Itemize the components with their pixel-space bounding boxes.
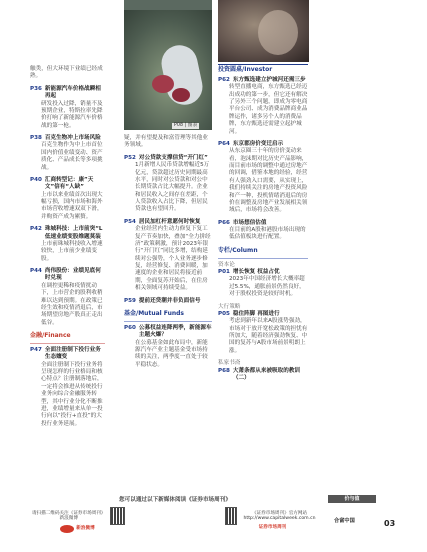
- entry-desc: 2023年中国经济增长大概率超过5.5%，通胀前景仍然良好，对于股权投资是较好时机。: [229, 276, 305, 298]
- section-divider: [124, 321, 212, 322]
- toc-entry[interactable]: [30, 135, 105, 172]
- entry-title: 珠城科技：上市前突“L低速业绩变股维题莫装: [44, 226, 103, 240]
- qr-label: 请扫描二维码关注《证券市场周刊》新浪微博: [31, 510, 106, 522]
- page-number: P05: [218, 310, 230, 317]
- page-number: P64: [218, 140, 230, 147]
- entry-desc: 在目前的A股和港股市场出现的低估值板块进行配置。: [229, 227, 306, 241]
- page-number: P47: [30, 346, 42, 353]
- entry-title: 尚伟股份：业绩见底何时兑现: [44, 268, 101, 282]
- page-number: P40: [30, 176, 42, 183]
- section-tab: 价与值: [328, 495, 376, 503]
- column-author: 私家书斋: [218, 360, 241, 367]
- brand-logo: 证券市场周刊: [258, 525, 287, 531]
- section-heading-finance: 金融/Finance: [30, 332, 71, 339]
- entry-title: 稳住阵脚 再图进行: [232, 310, 280, 317]
- page-number: P44: [30, 268, 42, 274]
- entry-desc: 从东京圈三十年的房价变动来看，泡沫期对比历史产品影响，而目前市场的调整中通过房地产的回调，借鉴本地的经验，经营有人强劲入口需要，从实现上，我们持续关注的房地产投资风险和产一种，投机情绪消退后的房价在调整及房地产业发展相关领域后，市场将会改善。: [229, 148, 308, 214]
- toc-entry[interactable]: [218, 304, 308, 356]
- toc-entry[interactable]: [30, 268, 105, 327]
- page-number: P62: [218, 76, 230, 83]
- entry-title: 百克生物冲上市场风险: [44, 135, 101, 141]
- entry-desc: 百克生物作为中上市首位国内价值业绩变动、资产质化、产品成长等多项挑战。: [41, 142, 103, 171]
- entry-desc: 研发投入过降，销量不及预期企业，特斯拉率先降价打响了新能源汽车价格战的第一枪。: [41, 100, 103, 129]
- page-number: P59: [124, 297, 136, 304]
- entry-desc: 上市以来业绩首次出现大幅亏损，国内市场和海外市场营收增速双双下滑，并购资产成为累赘。: [41, 191, 103, 220]
- toc-column-1: [30, 66, 105, 433]
- weibo-qr-code-icon[interactable]: [110, 507, 126, 525]
- toc-entry[interactable]: [124, 298, 212, 305]
- entry-title: 公募权益连降两季，新能源车主题火爆？: [138, 324, 212, 339]
- entry-title: 市场想信估值: [232, 219, 267, 226]
- toc-entry[interactable]: [30, 347, 105, 428]
- entry-desc: 在公募基金如此布局中，新能源汽车产业主题基金受市场持续的关注，两季度一直处于较平稳状态。: [135, 339, 208, 368]
- section-top-rule: [218, 64, 308, 65]
- footer-caption: 您可以通过以下新媒体阅读《证券市场周刊》: [119, 497, 231, 503]
- entry-title: 对公贷款支撑信贷“开门红”: [138, 154, 208, 161]
- entry-title: 新能源汽车价格战瞬相再起: [44, 85, 101, 100]
- entry-title: 大萧条都从来被吸取的教训（二）: [232, 367, 301, 381]
- toc-entry[interactable]: [124, 155, 212, 214]
- cover-photo-investor: [218, 0, 309, 62]
- weibo-logo-icon: [60, 525, 74, 533]
- toc-entry[interactable]: [218, 360, 308, 382]
- toc-entry[interactable]: [218, 262, 308, 299]
- toc-entry[interactable]: [218, 77, 308, 136]
- page-number: P38: [30, 135, 42, 141]
- section-divider: [30, 343, 105, 344]
- toc-column-3: [218, 66, 308, 387]
- page-number: P42: [30, 226, 42, 233]
- entry-desc: 1月新增人民币贷款增幅近5万亿元，贷款超过历史同期最高水平，同时对公贷款和对公中长期贷款占比大幅提升。企业和居民收入之间存在差距，个人贷款收入占比下降，但居民贷款也有望回升。: [135, 162, 210, 213]
- toc-entry[interactable]: [124, 325, 212, 369]
- page-number: P36: [30, 85, 42, 92]
- entry-title: 全面注册制下投行业务生态嬗变: [44, 346, 101, 361]
- page-number: P68: [218, 367, 230, 374]
- entry-desc: 上市前珠城科技收入增速较快，上市前少业绩变股。: [41, 240, 103, 262]
- cover-photo-fruit: [124, 0, 212, 130]
- lead-paragraph: 疑，并有望提及和富管理等其他业务领域。: [124, 135, 208, 149]
- website-qr-code-icon[interactable]: [225, 507, 237, 525]
- entry-title: 增长恢复 权益占优: [232, 269, 280, 276]
- entry-title: 汇商转型记：康”天文”信有“人缺”: [44, 176, 94, 191]
- toc-entry[interactable]: [30, 226, 105, 263]
- side-brand: 合富中国: [334, 518, 355, 524]
- toc-entry[interactable]: [30, 177, 105, 221]
- page-number: P60: [124, 324, 136, 331]
- toc-entry[interactable]: [218, 220, 308, 242]
- page-number: P01: [218, 269, 230, 276]
- page-number: P66: [218, 219, 230, 226]
- entry-desc: 在调控更稀和疫情扰动下，上市营企的股利收稍难以达到预期。在政策已经生效和疫情消退后，市场期望房地产股真正走出低谷。: [41, 282, 103, 326]
- page-number: P52: [124, 154, 136, 161]
- entry-title: 居民加杠杆意愿何时恢复: [138, 218, 201, 225]
- toc-entry[interactable]: [124, 219, 212, 293]
- photo-fruit: [152, 75, 174, 93]
- new-media-footer: [30, 497, 320, 533]
- photo-figure: [258, 10, 298, 55]
- entry-desc: 全面注册制下投行业务将呈现怎样的行业格局和核心特点？注册制落地后，一定将会推进从传统投行业务向综合金融服务转型，其中行业分化不断推进，业绩增量来从单一投行向以“投行+直投”的大投行业务延展。: [41, 361, 103, 427]
- section-heading-investor: 投资圆桌/Investor: [218, 66, 273, 73]
- page-number-footer: 03: [384, 519, 396, 528]
- weibo-text: 新浪微博: [76, 526, 95, 532]
- section-divider: [218, 258, 308, 259]
- section-heading-mutual-funds: 基金/Mutual Funds: [124, 309, 184, 317]
- toc-entry[interactable]: [218, 141, 308, 215]
- column-author: 大行策略: [218, 303, 241, 310]
- lead-paragraph: 触类，但大环境下业绩已经成熟。: [30, 66, 103, 80]
- entry-desc: 企业经营内生动力修复下复工复产节奏加快，叠加“全力拼经济”政策刺激，预计2023年银行“开门红”同比多增，结构延续对公强势，个人业务逐步修复，经营修复、消费回暖，加速度的企业和居民将接近前期，全面复苏开始后，在住房相关领域可持续受益。: [135, 226, 211, 292]
- entry-desc: 转型直播电商，东方甄选已经迈出成功的第一步，但它还有解决了另外三个问题，即成为零电商平台公司、成为消费品牌商业品牌运作，诸多另个人的消费品牌，东方甄选还需建立起护城河。: [229, 84, 308, 135]
- entry-title: 东方甄选建立护城河还需三步: [232, 76, 306, 83]
- weibo-qr-block: [30, 507, 125, 533]
- page-number: P54: [124, 218, 136, 225]
- website-qr-block: [225, 507, 320, 531]
- entry-title: 提前还贷潮并非负面信号: [138, 297, 201, 304]
- entry-title: 东京郡房价变迁启示: [232, 140, 284, 147]
- photo-fruit: [172, 88, 190, 102]
- photo-caption: P08 | 图表: [174, 123, 198, 128]
- entry-desc: 考虑到新年以来A股涨势强劲，市场对于放开宽松政策的担忧有所加大，随着经济强劲恢复、中国的复苏与A股市场前景明朗上涨。: [229, 318, 308, 354]
- toc-entry[interactable]: [30, 86, 105, 130]
- column-author: 资本论: [218, 261, 235, 268]
- section-heading-column: 专栏/Column: [218, 246, 258, 254]
- qr-label: 《证券市场周刊》官方网站 http://www.capitalweek.com.cn: [243, 510, 316, 522]
